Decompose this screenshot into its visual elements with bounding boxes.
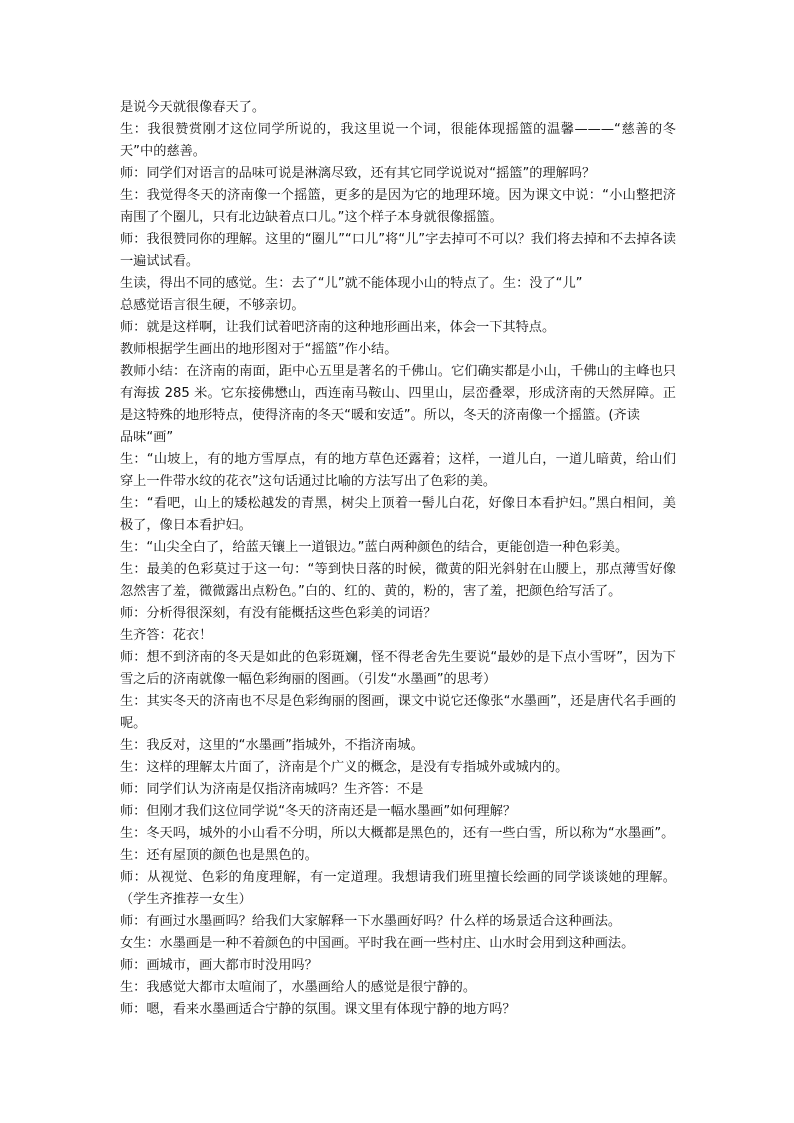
paragraph: 生：其实冬天的济南也不尽是色彩绚丽的图画，课文中说它还像张“水墨画”，还是唐代名手画的呢。 xyxy=(120,694,676,731)
paragraph: 师：同学们认为济南是仅指济南城吗？生齐答：不是 xyxy=(120,782,424,797)
paragraph: 生齐答：花衣！ xyxy=(120,628,213,643)
paragraph: 教师小结：在济南的南面，距中心五里是著名的千佛山。它们确实都是小山，千佛山的主峰也只有海拔 285 米。它东接佛懋山，西连南马鞍山、四里山，层峦叠翠，形成济南的天然屏障。正是这特殊的地形特点，使得济南的冬天“暖和安适”。所以，冬天的济南像一个摇篮。(齐读 xyxy=(120,364,676,423)
paragraph: 生读，得出不同的感觉。生：去了“儿”就不能体现小山的特点了。生：没了“儿” xyxy=(120,276,583,291)
paragraph: 生：还有屋顶的颜色也是黑色的。 xyxy=(120,848,318,863)
paragraph: 生：冬天吗，城外的小山看不分明，所以大概都是黑色的，还有一些白雪，所以称为“水墨画”。 xyxy=(120,826,675,841)
paragraph: 生：这样的理解太片面了，济南是个广义的概念，是没有专指城外或城内的。 xyxy=(120,760,569,775)
paragraph: 生：最美的色彩莫过于这一句：“等到快日落的时候，微黄的阳光斜射在山腰上，那点薄雪好像忽然害了羞，微微露出点粉色。”白的、红的、黄的，粉的，害了羞，把颜色给写活了。 xyxy=(120,562,676,599)
paragraph: 师：从视觉、色彩的角度理解，有一定道理。我想请我们班里擅长绘画的同学谈谈她的理解。（学生齐推荐一女生） xyxy=(120,870,676,907)
paragraph: 生：“山尖全白了，给蓝天镶上一道银边。”蓝白两种颜色的结合，更能创造一种色彩美。 xyxy=(120,540,629,555)
paragraph: 师：但刚才我们这位同学说“冬天的济南还是一幅水墨画”如何理解？ xyxy=(120,804,517,819)
paragraph: 生：我觉得冬天的济南像一个摇篮，更多的是因为它的地理环境。因为课文中说：“小山整把济南围了个圈儿，只有北边缺着点口儿。”这个样子本身就很像摇篮。 xyxy=(120,188,676,225)
paragraph: 生：“看吧，山上的矮松越发的青黑，树尖上顶着一髻儿白花，好像日本看护妇。”黑白相间，美极了，像日本看护妇。 xyxy=(120,496,676,533)
paragraph: 总感觉语言很生硬，不够亲切。 xyxy=(120,298,305,313)
paragraph: 是说今天就很像春天了。 xyxy=(120,100,266,115)
paragraph: 师：嗯，看来水墨画适合宁静的氛围。课文里有体现宁静的地方吗？ xyxy=(120,1002,516,1017)
paragraph: 师：画城市，画大都市时没用吗？ xyxy=(120,958,318,973)
paragraph: 师：就是这样啊，让我们试着吧济南的这种地形画出来，体会一下其特点。 xyxy=(120,320,556,335)
paragraph: 生：我反对，这里的“水墨画”指城外，不指济南城。 xyxy=(120,738,424,753)
paragraph: 生：“山坡上，有的地方雪厚点，有的地方草色还露着；这样，一道儿白，一道儿暗黄，给山们穿上一件带水纹的花衣”这句话通过比喻的方法写出了色彩的美。 xyxy=(120,452,676,489)
paragraph: 师：有画过水墨画吗？给我们大家解释一下水墨画好吗？什么样的场景适合这种画法。 xyxy=(120,914,622,929)
paragraph: 生：我感觉大都市太喧闹了，水墨画给人的感觉是很宁静的。 xyxy=(120,980,477,995)
paragraph: 师：同学们对语言的品味可说是淋漓尽致，还有其它同学说说对“摇篮”的理解吗？ xyxy=(120,166,596,181)
document-page xyxy=(120,97,676,1021)
paragraph: 教师根据学生画出的地形图对于“摇篮”作小结。 xyxy=(120,342,398,357)
paragraph: 师：我很赞同你的理解。这里的“圈儿”“口儿”将“儿”字去掉可不可以？我们将去掉和不去掉各读一遍试试看。 xyxy=(120,232,676,269)
paragraph: 师：想不到济南的冬天是如此的色彩斑斓，怪不得老舍先生要说“最妙的是下点小雪呀”，因为下雪之后的济南就像一幅色彩绚丽的图画。（引发“水墨画”的思考） xyxy=(120,650,676,687)
paragraph: 师：分析得很深刻，有没有能概括这些色彩美的词语？ xyxy=(120,606,437,621)
paragraph: 女生：水墨画是一种不着颜色的中国画。平时我在画一些村庄、山水时会用到这种画法。 xyxy=(120,936,635,951)
paragraph: 生：我很赞赏刚才这位同学所说的，我这里说一个词，很能体现摇篮的温馨———“慈善的冬天”中的慈善。 xyxy=(120,122,676,159)
section-heading: 品味“画” xyxy=(120,430,174,445)
